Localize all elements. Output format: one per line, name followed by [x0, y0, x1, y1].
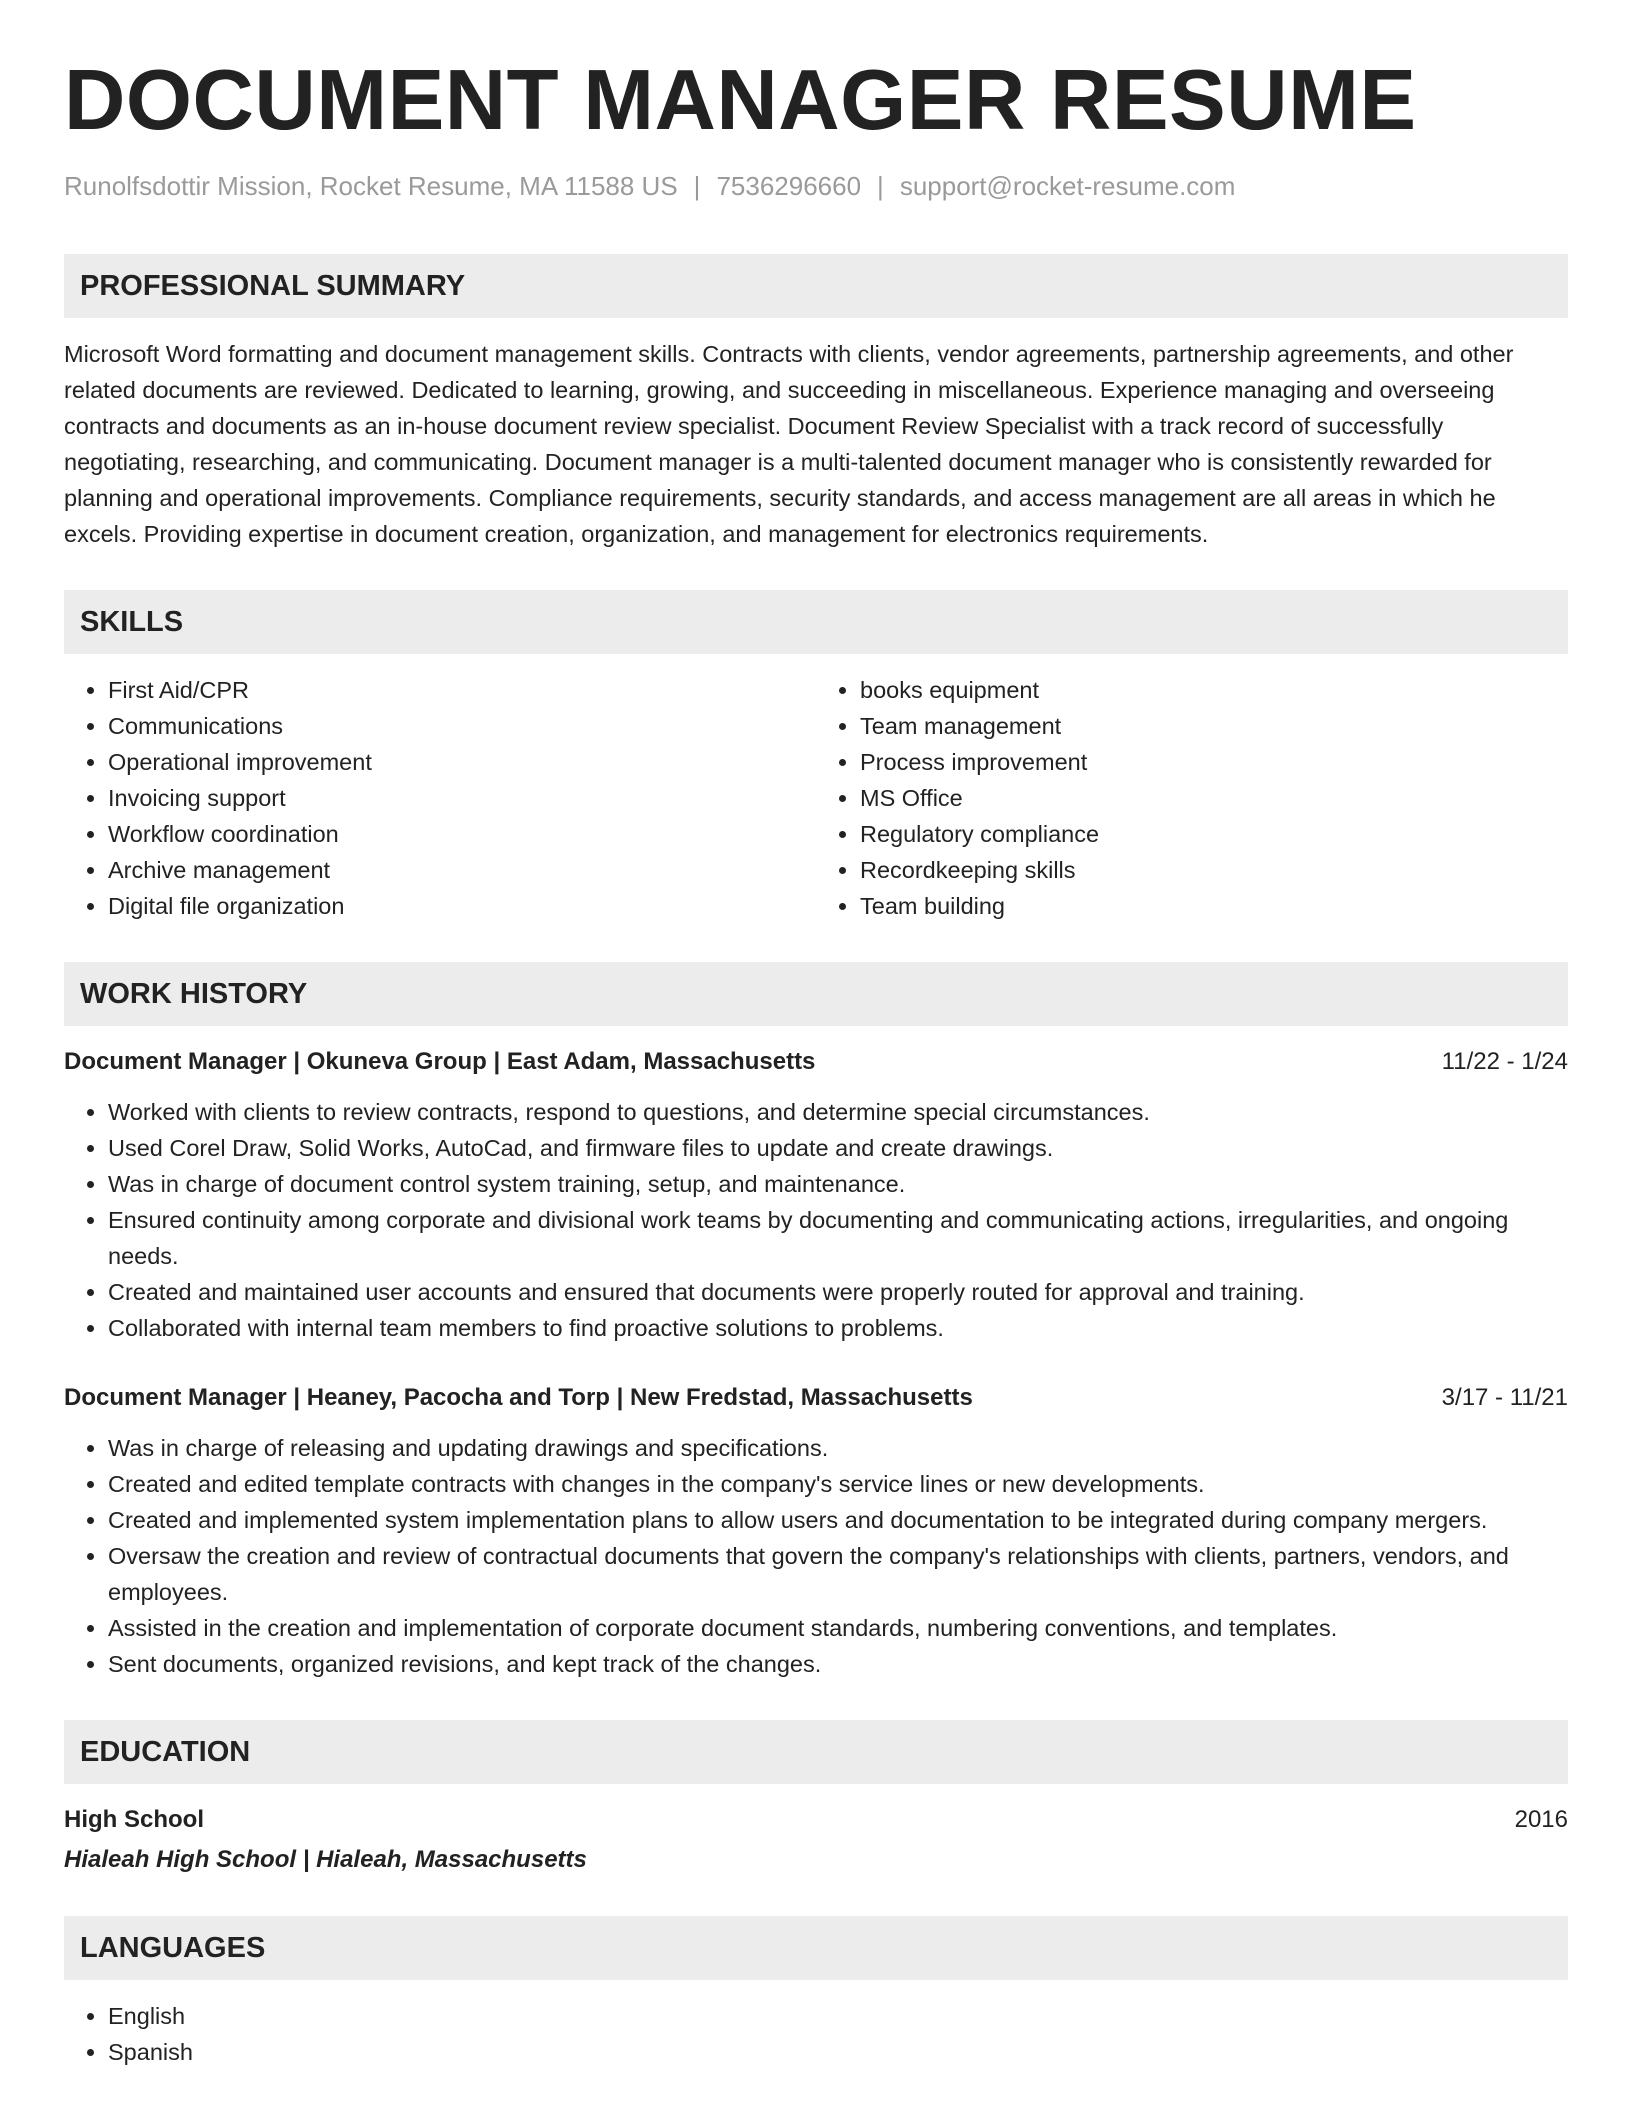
- job-header: [64, 1380, 1568, 1416]
- job-bullet: • Created and edited template contracts with changes in the company's service lines or new developments.: [108, 1466, 1568, 1502]
- contact-separator: |: [693, 171, 701, 201]
- skills-list: [64, 672, 1568, 924]
- job-bullet: • Ensured continuity among corporate and divisional work teams by documenting and communicating actions, irregularities, and ongoing needs.: [108, 1202, 1568, 1274]
- skill-item: • MS Office: [860, 780, 1568, 816]
- language-item: • Spanish: [108, 2034, 1568, 2070]
- education-header: [64, 1802, 1568, 1838]
- languages-list: [64, 1998, 1568, 2070]
- education-school: Hialeah High School | Hialeah, Massachusetts: [64, 1846, 587, 1874]
- skill-item: • Team building: [860, 888, 1568, 924]
- skill-item: • books equipment: [860, 672, 1568, 708]
- skill-item: • Workflow coordination: [108, 816, 816, 852]
- section-header-skills: SKILLS: [64, 590, 1568, 654]
- job-bullet: • Used Corel Draw, Solid Works, AutoCad, and firmware files to update and create drawings.: [108, 1130, 1568, 1166]
- skills-column-left: [64, 672, 816, 924]
- job-bullet: • Created and maintained user accounts and ensured that documents were properly routed for approval and training.: [108, 1274, 1568, 1310]
- contact-email: support@rocket-resume.com: [899, 171, 1236, 201]
- job-bullets: [64, 1094, 1568, 1346]
- job-bullet: • Was in charge of document control system training, setup, and maintenance.: [108, 1166, 1568, 1202]
- contact-separator: |: [877, 171, 884, 201]
- skill-item: • Digital file organization: [108, 888, 816, 924]
- job-bullet: • Collaborated with internal team members to find proactive solutions to problems.: [108, 1310, 1568, 1346]
- section-header-languages: LANGUAGES: [64, 1916, 1568, 1980]
- section-header-education: EDUCATION: [64, 1720, 1568, 1784]
- skill-item: • Recordkeeping skills: [860, 852, 1568, 888]
- contact-phone: 7536296660: [716, 171, 862, 201]
- job-bullet: • Worked with clients to review contracts, respond to questions, and determine special circumstances.: [108, 1094, 1568, 1130]
- skill-item: • Team management: [860, 708, 1568, 744]
- job-entry: [64, 1380, 1568, 1682]
- education-year: 2016: [1514, 1806, 1568, 1834]
- skills-column-right: [816, 672, 1568, 924]
- job-bullet: • Sent documents, organized revisions, and kept track of the changes.: [108, 1646, 1568, 1682]
- resume-title: DOCUMENT MANAGER RESUME: [64, 53, 1417, 148]
- job-bullet: • Created and implemented system implementation plans to allow users and documentation to be integrated during company mergers.: [108, 1502, 1568, 1538]
- job-bullet: • Oversaw the creation and review of contractual documents that govern the company's relationships with clients, partners, vendors, and employees.: [108, 1538, 1568, 1610]
- job-dates: 3/17 - 11/21: [1441, 1384, 1568, 1412]
- job-dates: 11/22 - 1/24: [1441, 1048, 1568, 1076]
- job-entry: [64, 1044, 1568, 1346]
- skill-item: • Archive management: [108, 852, 816, 888]
- education-degree: High School: [64, 1806, 204, 1834]
- job-title: Document Manager | Heaney, Pacocha and Torp | New Fredstad, Massachusetts: [64, 1384, 973, 1412]
- education-entry: [64, 1802, 1568, 1878]
- job-header: [64, 1044, 1568, 1080]
- job-title: Document Manager | Okuneva Group | East Adam, Massachusetts: [64, 1048, 816, 1076]
- languages-items: [64, 1998, 1568, 2070]
- contact-address: Runolfsdottir Mission, Rocket Resume, MA 11588 US: [64, 171, 678, 201]
- skill-item: • First Aid/CPR: [108, 672, 816, 708]
- section-header-summary: PROFESSIONAL SUMMARY: [64, 254, 1568, 318]
- skill-item: • Communications: [108, 708, 816, 744]
- skill-item: • Regulatory compliance: [860, 816, 1568, 852]
- skill-item: • Process improvement: [860, 744, 1568, 780]
- language-item: • English: [108, 1998, 1568, 2034]
- contact-line: [64, 171, 1568, 202]
- job-bullet: • Was in charge of releasing and updating drawings and specifications.: [108, 1430, 1568, 1466]
- job-bullet: • Assisted in the creation and implementation of corporate document standards, numbering conventions, and templates.: [108, 1610, 1568, 1646]
- summary-text: Microsoft Word formatting and document management skills. Contracts with clients, vendor agreements, partnership agreements, and other related documents are reviewed. Dedicated to learning, growing, and succeeding in miscellaneous. Experience managing and overseeing contracts and documents as an in-house document review specialist. Document Review Specialist with a track record of successfully negotiating, researching, and communicating. Document manager is a multi-talented document manager who is consistently rewarded for planning and operational improvements. Compliance requirements, security standards, and access management are all areas in which he excels. Providing expertise in document creation, organization, and management for electronics requirements.: [64, 341, 1514, 548]
- skill-item: • Invoicing support: [108, 780, 816, 816]
- skill-item: • Operational improvement: [108, 744, 816, 780]
- job-bullets: [64, 1430, 1568, 1682]
- section-header-work-history: WORK HISTORY: [64, 962, 1568, 1026]
